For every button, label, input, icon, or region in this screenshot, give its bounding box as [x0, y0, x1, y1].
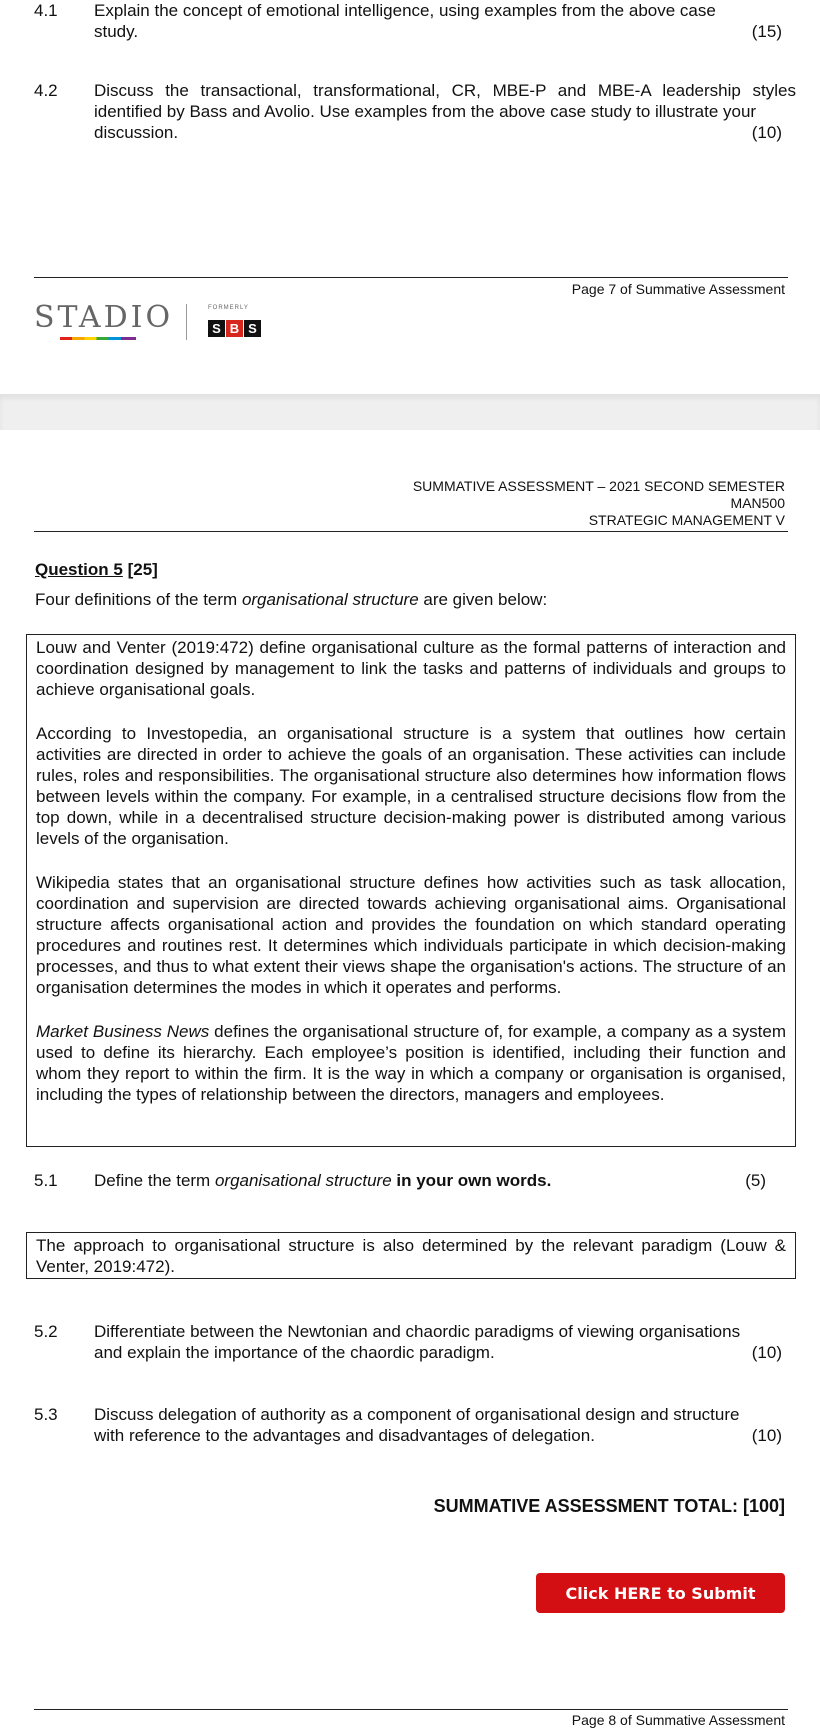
page-header [413, 478, 785, 529]
question-marks: (5) [745, 1171, 766, 1190]
logo-separator [186, 304, 187, 340]
question-4-1 [34, 0, 796, 42]
definition-louw-venter: Louw and Venter (2019:472) define organisational culture as the formal patterns of interaction and coordination designed by management to link the tasks and patterns of individuals and groups to achieve organisational goals. [36, 638, 786, 699]
page-break [0, 394, 820, 430]
question-5-title: Question 5 [25] [35, 560, 158, 579]
submit-button[interactable]: Click HERE to Submit [536, 1573, 785, 1613]
header-module-code: MAN500 [730, 495, 785, 511]
header-assessment: SUMMATIVE ASSESSMENT – 2021 SECOND SEMESTER [412, 478, 785, 494]
question-5-1 [34, 1170, 796, 1191]
formerly-label: FORMERLY [208, 305, 249, 311]
sbs-letter: S [244, 320, 261, 337]
sbs-logo [208, 320, 261, 337]
paradigm-note-box: The approach to organisational structure is also determined by the relevant paradigm (Louw & Venter, 2019:472). [26, 1232, 796, 1279]
question-marks: (10) [751, 1426, 782, 1445]
stadio-color-bar [60, 337, 136, 340]
question-number: 5.3 [34, 1405, 58, 1424]
question-5-2 [34, 1321, 796, 1363]
question-marks: (10) [751, 1343, 782, 1362]
question-marks: (10) [751, 123, 782, 142]
page-7-label: Page 7 of Summative Assessment [571, 281, 785, 297]
question-5-intro: Four definitions of the term organisational structure are given below: [35, 590, 548, 609]
question-marks: (15) [751, 22, 782, 41]
footer-divider [34, 1709, 788, 1710]
question-text: Discuss delegation of authority as a component of organisational design and structure with reference to the advantages and disadvantages of delegation. (10) [94, 1405, 782, 1445]
definitions-box [26, 634, 796, 1147]
header-module-name: STRATEGIC MANAGEMENT V [588, 512, 785, 528]
definition-wikipedia: Wikipedia states that an organisational structure defines how activities such as task allocation, coordination and supervision are directed towards achieving organisational aims. Organisational structure affects organisational action and provides the foundation on which standard operating procedures and routines rest. It determines which individuals participate in which decision-making processes, and thus to what extent their views shape the organisation's actions. The structure of an organisation determines the modes in which it operates and performs. [36, 873, 786, 997]
sbs-letter: B [226, 320, 243, 337]
question-4-2 [34, 80, 796, 143]
assessment-total: SUMMATIVE ASSESSMENT TOTAL: [100] [433, 1496, 785, 1516]
question-5-3 [34, 1404, 796, 1446]
question-number: 5.2 [34, 1322, 58, 1341]
question-text: Differentiate between the Newtonian and chaordic paradigms of viewing organisations and explain the importance of the chaordic paradigm. (10) [94, 1322, 782, 1362]
question-text: Discuss the transactional, transformational, CR, MBE-P and MBE-A leadership styles identified by Bass and Avolio. Use examples from the above case study to illustrate your discussion. (10) [94, 81, 796, 142]
question-number: 4.1 [34, 1, 58, 20]
question-text: Define the term organisational structure in your own words. (5) [94, 1171, 766, 1190]
definition-market-business-news: Market Business News defines the organisational structure of, for example, a company as a system used to define its hierarchy. Each employee’s position is identified, including their function and whom they report to within the firm. It is the way in which a company or organisation is organised, including the types of relationship between the directors, managers and employees. [36, 1022, 787, 1104]
question-text: Explain the concept of emotional intelligence, using examples from the above case study. (15) [94, 1, 782, 41]
question-number: 5.1 [34, 1171, 58, 1190]
question-number: 4.2 [34, 81, 58, 100]
stadio-wordmark: STADIO [34, 300, 174, 335]
footer-divider [34, 277, 788, 278]
page-8-label: Page 8 of Summative Assessment [571, 1712, 785, 1728]
header-divider [34, 531, 788, 532]
sbs-letter: S [208, 320, 225, 337]
definition-investopedia: According to Investopedia, an organisational structure is a system that outlines how certain activities are directed in order to achieve the goals of an organisation. These activities can include rules, roles and responsibilities. The organisational structure also determines how information flows between levels within the company. For example, in a centralised structure decisions flow from the top down, while in a decentralised structure decision-making power is distributed among various levels of the organisation. [36, 724, 786, 848]
